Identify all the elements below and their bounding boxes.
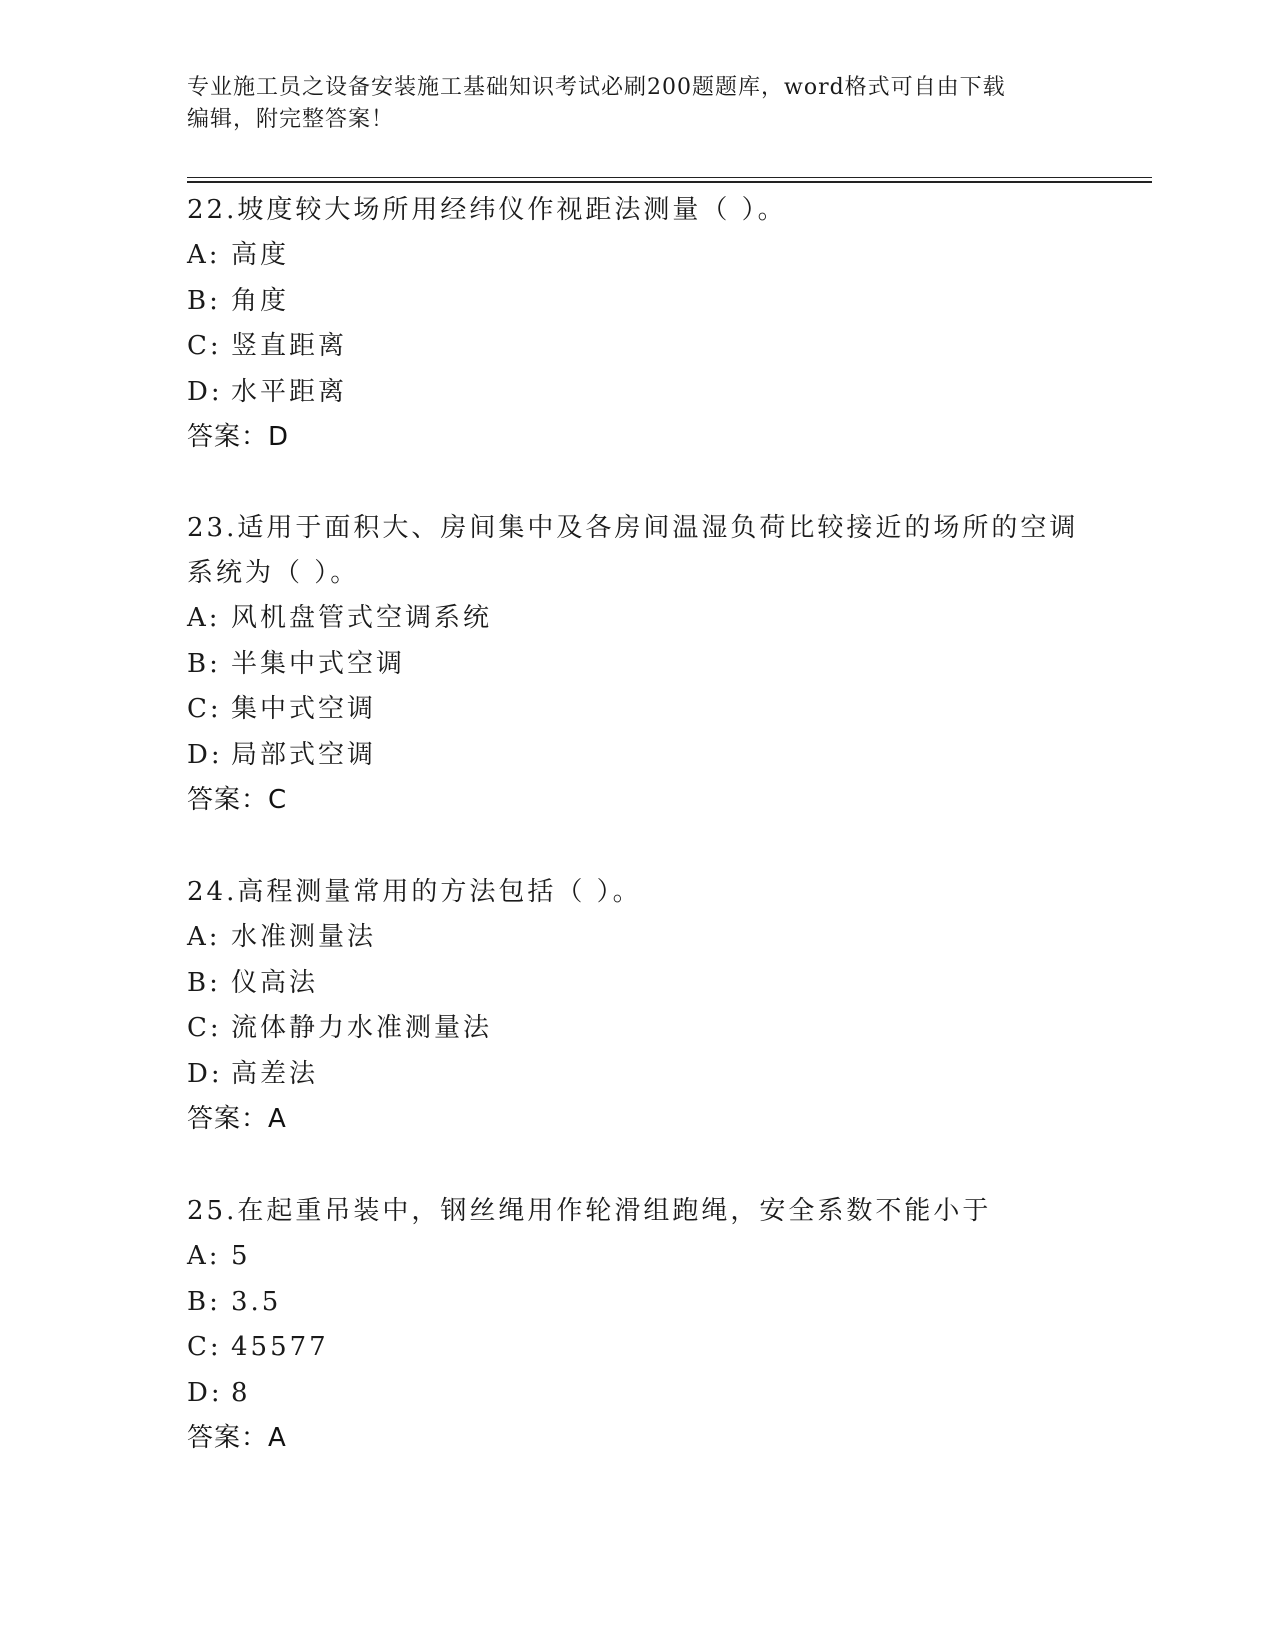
header-line-2: 编辑，附完整答案！	[187, 107, 395, 132]
option-text: 局部式空调	[231, 739, 377, 770]
option-b	[187, 279, 1087, 325]
option-c	[187, 1006, 1087, 1052]
option-letter: B:	[187, 285, 221, 316]
option-text: 仪高法	[231, 967, 319, 998]
header-line-1: 专业施工员之设备安装施工基础知识考试必刷200题题库，word格式可自由下载	[187, 75, 1006, 100]
option-a	[187, 1234, 1087, 1280]
option-a	[187, 915, 1087, 961]
option-text: 竖直距离	[231, 331, 348, 361]
option-letter: A:	[187, 922, 221, 952]
option-letter: D:	[187, 1058, 223, 1089]
option-b	[187, 961, 1087, 1007]
option-text: 水平距离	[231, 376, 348, 407]
option-letter: A:	[187, 603, 221, 633]
option-c	[187, 1325, 1087, 1371]
option-letter: B:	[187, 648, 221, 679]
answer-line: 答案：D	[187, 422, 290, 452]
option-letter: B:	[187, 967, 221, 998]
option-letter: D:	[187, 1377, 223, 1408]
option-letter: A:	[187, 240, 221, 270]
option-text: 5	[231, 1241, 251, 1271]
option-text: 8	[231, 1377, 251, 1408]
option-c	[187, 324, 1087, 370]
answer-line: 答案：A	[187, 1104, 287, 1134]
option-d	[187, 1371, 1087, 1417]
option-d	[187, 1052, 1087, 1098]
option-a	[187, 233, 1087, 279]
question-25	[187, 1189, 1087, 1461]
option-text: 风机盘管式空调系统	[231, 603, 493, 633]
option-a	[187, 596, 1087, 642]
option-letter: C:	[187, 331, 222, 361]
option-text: 集中式空调	[231, 694, 377, 724]
question-stem: 24.高程测量常用的方法包括（ ）。	[187, 877, 642, 907]
option-text: 角度	[231, 285, 290, 316]
question-stem-line-2: 系统为（ ）。	[187, 558, 360, 588]
option-c	[187, 687, 1087, 733]
option-text: 半集中式空调	[231, 648, 406, 679]
option-letter: D:	[187, 376, 223, 407]
option-text: 高差法	[231, 1058, 319, 1089]
option-b	[187, 1280, 1087, 1326]
question-22	[187, 188, 1087, 460]
option-b	[187, 642, 1087, 688]
option-letter: C:	[187, 694, 222, 724]
option-text: 45577	[231, 1332, 329, 1362]
answer-line: 答案：A	[187, 1423, 287, 1453]
option-text: 高度	[231, 240, 290, 270]
option-letter: A:	[187, 1241, 221, 1271]
option-text: 3.5	[231, 1286, 282, 1317]
option-text: 流体静力水准测量法	[231, 1013, 493, 1043]
option-letter: B:	[187, 1286, 221, 1317]
question-stem: 22.坡度较大场所用经纬仪作视距法测量（ ）。	[187, 195, 787, 225]
option-text: 水准测量法	[231, 922, 377, 952]
option-letter: D:	[187, 739, 223, 770]
option-letter: C:	[187, 1332, 222, 1362]
header-divider-thick	[187, 181, 1152, 183]
option-d	[187, 370, 1087, 416]
header-divider-thin	[187, 177, 1152, 178]
question-24	[187, 870, 1087, 1142]
question-23	[187, 506, 1087, 823]
option-letter: C:	[187, 1013, 222, 1043]
document-header	[187, 72, 1087, 136]
question-stem: 25.在起重吊装中，钢丝绳用作轮滑组跑绳，安全系数不能小于	[187, 1196, 992, 1226]
question-stem-line-1: 23.适用于面积大、房间集中及各房间温湿负荷比较接近的场所的空调	[187, 513, 1079, 543]
answer-line: 答案：C	[187, 785, 288, 815]
option-d	[187, 733, 1087, 779]
